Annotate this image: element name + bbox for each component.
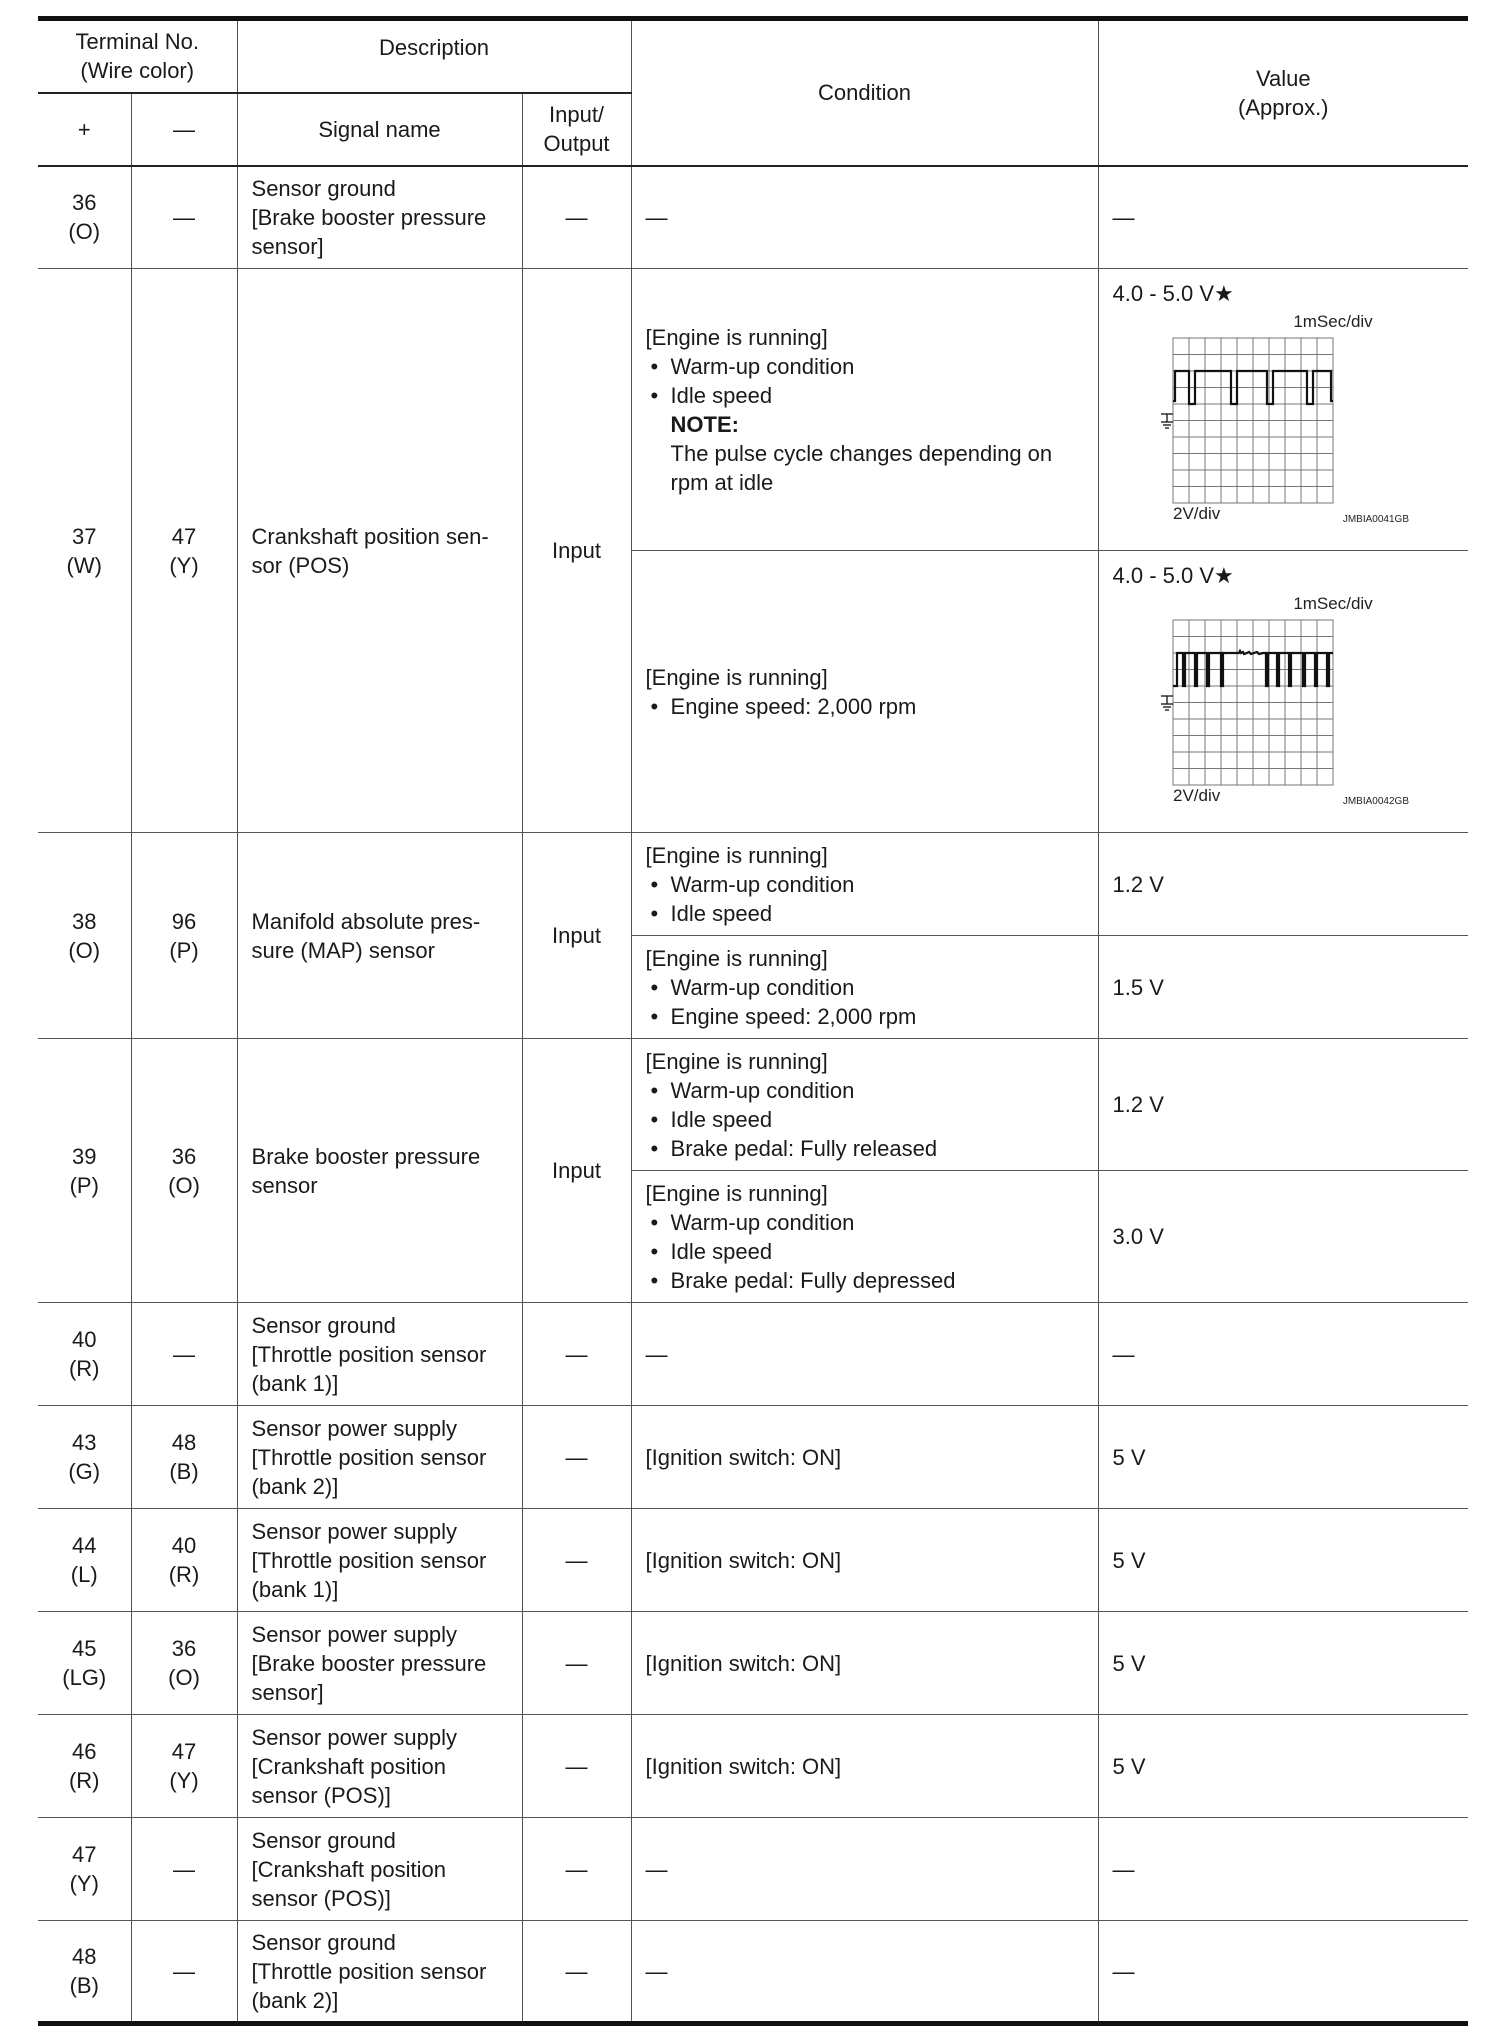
signal-name [237,1039,522,1303]
wire-color: (R) [68,1768,100,1793]
signal-name [237,1406,522,1509]
signal-line: Sensor power supply [251,1724,457,1750]
value: 1.2 V [1098,833,1468,936]
value [1098,269,1468,551]
terminal-minus [131,1039,237,1303]
terminal-minus: — [131,1921,237,2024]
signal-name [237,833,522,1039]
table-row [38,1303,1468,1406]
input-output: Input [522,269,631,833]
list-item: • Idle speed [646,899,1084,928]
header-minus: — [131,93,237,166]
input-output: Input [522,1039,631,1303]
input-output: — [522,1509,631,1612]
table-row [38,1921,1468,2024]
terminal-minus: — [131,1303,237,1406]
signal-line: sure (MAP) sensor [251,937,435,963]
list-item: • Engine speed: 2,000 rpm [646,1002,1084,1031]
signal-line: sensor (POS)] [251,1885,391,1911]
signal-line: sensor [251,1172,318,1198]
wire-color: (G) [68,1459,101,1484]
value: 5 V [1098,1715,1468,1818]
wire-color: (L) [70,1562,98,1587]
condition [631,936,1098,1039]
wire-color: (P) [169,937,199,963]
terminal-number: 36 [171,1636,197,1661]
input-output: — [522,1921,631,2024]
terminal-plus [38,1921,131,2024]
list-item: • Brake pedal: Fully depressed [646,1266,1084,1295]
terminal-minus [131,269,237,833]
list-item: • Idle speed [646,1237,1084,1266]
condition-head: [Engine is running] [645,1048,828,1074]
terminal-minus [131,1406,237,1509]
header-row-1 [38,19,1468,93]
terminal-plus [38,1509,131,1612]
signal-line: Sensor ground [251,1929,396,1955]
signal-name [237,269,522,833]
header-value-line2: (Approx.) [1238,94,1329,120]
terminal-plus [38,269,131,833]
list-item: • Idle speed [646,381,1084,410]
note-title: NOTE: [670,411,739,437]
signal-line: sor (POS) [251,552,350,578]
signal-line: sensor] [251,233,324,259]
table-row [38,269,1468,551]
table-row [38,1039,1468,1171]
header-plus: + [38,93,131,166]
list-item: • Warm-up condition [646,352,1084,381]
list-item: • Warm-up condition [646,870,1084,899]
condition-list [646,1076,1084,1163]
terminal-number: 44 [72,1533,97,1558]
signal-line: Crankshaft position sen- [251,523,489,549]
signal-name [237,1509,522,1612]
signal-line: Sensor power supply [251,1415,457,1441]
wire-color: (O) [168,1172,200,1198]
oscilloscope-waveform-2000rpm [1113,592,1413,832]
input-output: Input [522,833,631,1039]
value: 1.2 V [1098,1039,1468,1171]
condition-list [646,692,1084,721]
input-output: — [522,1303,631,1406]
signal-line: [Brake booster pressure [251,204,487,230]
input-output: — [522,1612,631,1715]
signal-line: Sensor power supply [251,1621,457,1647]
condition: — [631,1818,1098,1921]
input-output: — [522,1818,631,1921]
terminal-minus: — [131,1818,237,1921]
terminal-minus [131,1509,237,1612]
condition-list [646,870,1084,928]
terminal-number: 43 [72,1430,97,1455]
condition-head: [Engine is running] [645,664,828,690]
voltage-division-label: 2V/div [1172,786,1220,805]
condition [631,269,1098,551]
header-terminal-no [38,19,237,93]
signal-name [237,1818,522,1921]
signal-line: Sensor ground [251,1312,396,1338]
signal-line: [Throttle position sensor [251,1341,487,1367]
header-description: Description [237,19,631,93]
condition-head: [Engine is running] [645,1180,828,1206]
value [1098,551,1468,833]
header-signal-name: Signal name [237,93,522,166]
value: — [1098,166,1468,269]
condition: [Ignition switch: ON] [631,1612,1098,1715]
table-row [38,833,1468,936]
terminal-minus: — [131,166,237,269]
signal-line: [Crankshaft position [251,1753,446,1779]
terminal-plus [38,1303,131,1406]
header-input-output [522,93,631,166]
wire-color: (O) [68,219,101,245]
table-row [38,1509,1468,1612]
signal-line: sensor] [251,1679,324,1705]
header-io-line2: Output [543,131,610,156]
signal-line: [Throttle position sensor [251,1958,487,1984]
wire-color: (Y) [169,552,199,578]
signal-line: [Throttle position sensor [251,1547,487,1573]
header-condition: Condition [631,19,1098,166]
header-value [1098,19,1468,166]
value: 3.0 V [1098,1171,1468,1303]
condition: — [631,166,1098,269]
wire-color: (LG) [62,1665,107,1690]
value: — [1098,1818,1468,1921]
terminal-number: 96 [171,908,197,934]
terminal-plus [38,1039,131,1303]
input-output: — [522,166,631,269]
condition-head: [Engine is running] [645,945,828,971]
wire-color: (B) [69,1973,99,1998]
signal-line: (bank 2)] [251,1987,339,2013]
signal-line: Sensor power supply [251,1518,457,1544]
time-division-label: 1mSec/div [1292,594,1373,613]
terminal-minus [131,1715,237,1818]
value: 5 V [1098,1509,1468,1612]
terminal-plus [38,833,131,1039]
terminal-number: 38 [72,908,97,934]
header-value-line1: Value [1255,65,1311,91]
note-text: rpm at idle [670,469,774,495]
signal-name [237,1612,522,1715]
value: 5 V [1098,1406,1468,1509]
condition-list [646,352,1084,410]
value: 5 V [1098,1612,1468,1715]
condition-head: [Engine is running] [645,324,828,350]
signal-line: Brake booster pressure [251,1143,481,1169]
terminal-number: 48 [72,1944,97,1969]
condition: — [631,1921,1098,2024]
signal-name [237,1715,522,1818]
table-row [38,1715,1468,1818]
header-terminal-no-line1: Terminal No. [75,29,199,55]
signal-line: (bank 2)] [251,1473,339,1499]
signal-line: (bank 1)] [251,1576,339,1602]
signal-line: [Brake booster pressure [251,1650,487,1676]
condition: [Ignition switch: ON] [631,1509,1098,1612]
terminal-number: 46 [72,1739,97,1764]
signal-line: Sensor ground [251,1827,396,1853]
wire-color: (B) [169,1459,199,1484]
signal-name [237,166,522,269]
condition-head: [Engine is running] [645,842,828,868]
terminal-plus [38,1406,131,1509]
terminal-number: 36 [72,190,97,216]
terminal-plus [38,166,131,269]
terminal-number: 47 [171,523,197,549]
condition [631,833,1098,936]
terminal-number: 45 [72,1636,97,1661]
condition: [Ignition switch: ON] [631,1406,1098,1509]
condition-list [646,973,1084,1031]
wire-color: (Y) [169,1768,199,1793]
terminal-number: 47 [171,1739,197,1764]
list-item: • Brake pedal: Fully released [646,1134,1084,1163]
list-item: • Engine speed: 2,000 rpm [646,692,1084,721]
terminal-number: 40 [72,1327,97,1352]
input-output: — [522,1406,631,1509]
wire-color: (R) [168,1562,200,1587]
input-output: — [522,1715,631,1818]
oscilloscope-waveform-idle [1113,310,1413,550]
list-item: • Warm-up condition [646,1208,1084,1237]
table-row [38,1818,1468,1921]
list-item: • Warm-up condition [646,1076,1084,1105]
signal-line: Sensor ground [251,175,396,201]
terminal-number: 37 [72,523,97,549]
signal-line: [Throttle position sensor [251,1444,487,1470]
terminal-plus [38,1612,131,1715]
condition: [Ignition switch: ON] [631,1715,1098,1818]
terminal-number: 36 [171,1143,197,1169]
terminal-number: 40 [171,1533,197,1558]
signal-line: sensor (POS)] [251,1782,391,1808]
terminal-number: 47 [72,1842,97,1867]
list-item: • Idle speed [646,1105,1084,1134]
condition: — [631,1303,1098,1406]
terminal-minus [131,833,237,1039]
signal-line: [Crankshaft position [251,1856,446,1882]
figure-code: JMBIA0041GB [1342,514,1409,525]
condition-list [646,1208,1084,1295]
terminal-number: 48 [171,1430,197,1455]
terminal-number: 39 [72,1143,97,1169]
list-item: • Warm-up condition [646,973,1084,1002]
terminal-plus [38,1818,131,1921]
figure-code: JMBIA0042GB [1342,796,1409,807]
ecm-terminal-table [38,16,1468,2026]
voltage-division-label: 2V/div [1172,504,1220,523]
signal-name [237,1303,522,1406]
table-row [38,1612,1468,1715]
terminal-plus [38,1715,131,1818]
signal-line: Manifold absolute pres- [251,908,481,934]
header-terminal-no-line2: (Wire color) [80,58,195,84]
terminal-minus [131,1612,237,1715]
value: — [1098,1921,1468,2024]
header-io-line1: Input/ [549,102,605,127]
value-text: 4.0 - 5.0 V★ [1112,281,1234,306]
table-row [38,166,1468,269]
value: 1.5 V [1098,936,1468,1039]
signal-line: (bank 1)] [251,1370,339,1396]
wire-color: (O) [68,937,101,963]
wire-color: (O) [168,1665,200,1690]
wire-color: (Y) [69,1871,99,1896]
wire-color: (R) [68,1356,100,1381]
value-text: 4.0 - 5.0 V★ [1112,563,1234,588]
signal-name [237,1921,522,2024]
note-text: The pulse cycle changes depending on [670,440,1053,466]
table-row [38,1406,1468,1509]
value: — [1098,1303,1468,1406]
wire-color: (P) [69,1172,99,1198]
condition [631,551,1098,833]
condition [631,1171,1098,1303]
condition [631,1039,1098,1171]
time-division-label: 1mSec/div [1292,312,1373,331]
wire-color: (W) [66,552,102,578]
